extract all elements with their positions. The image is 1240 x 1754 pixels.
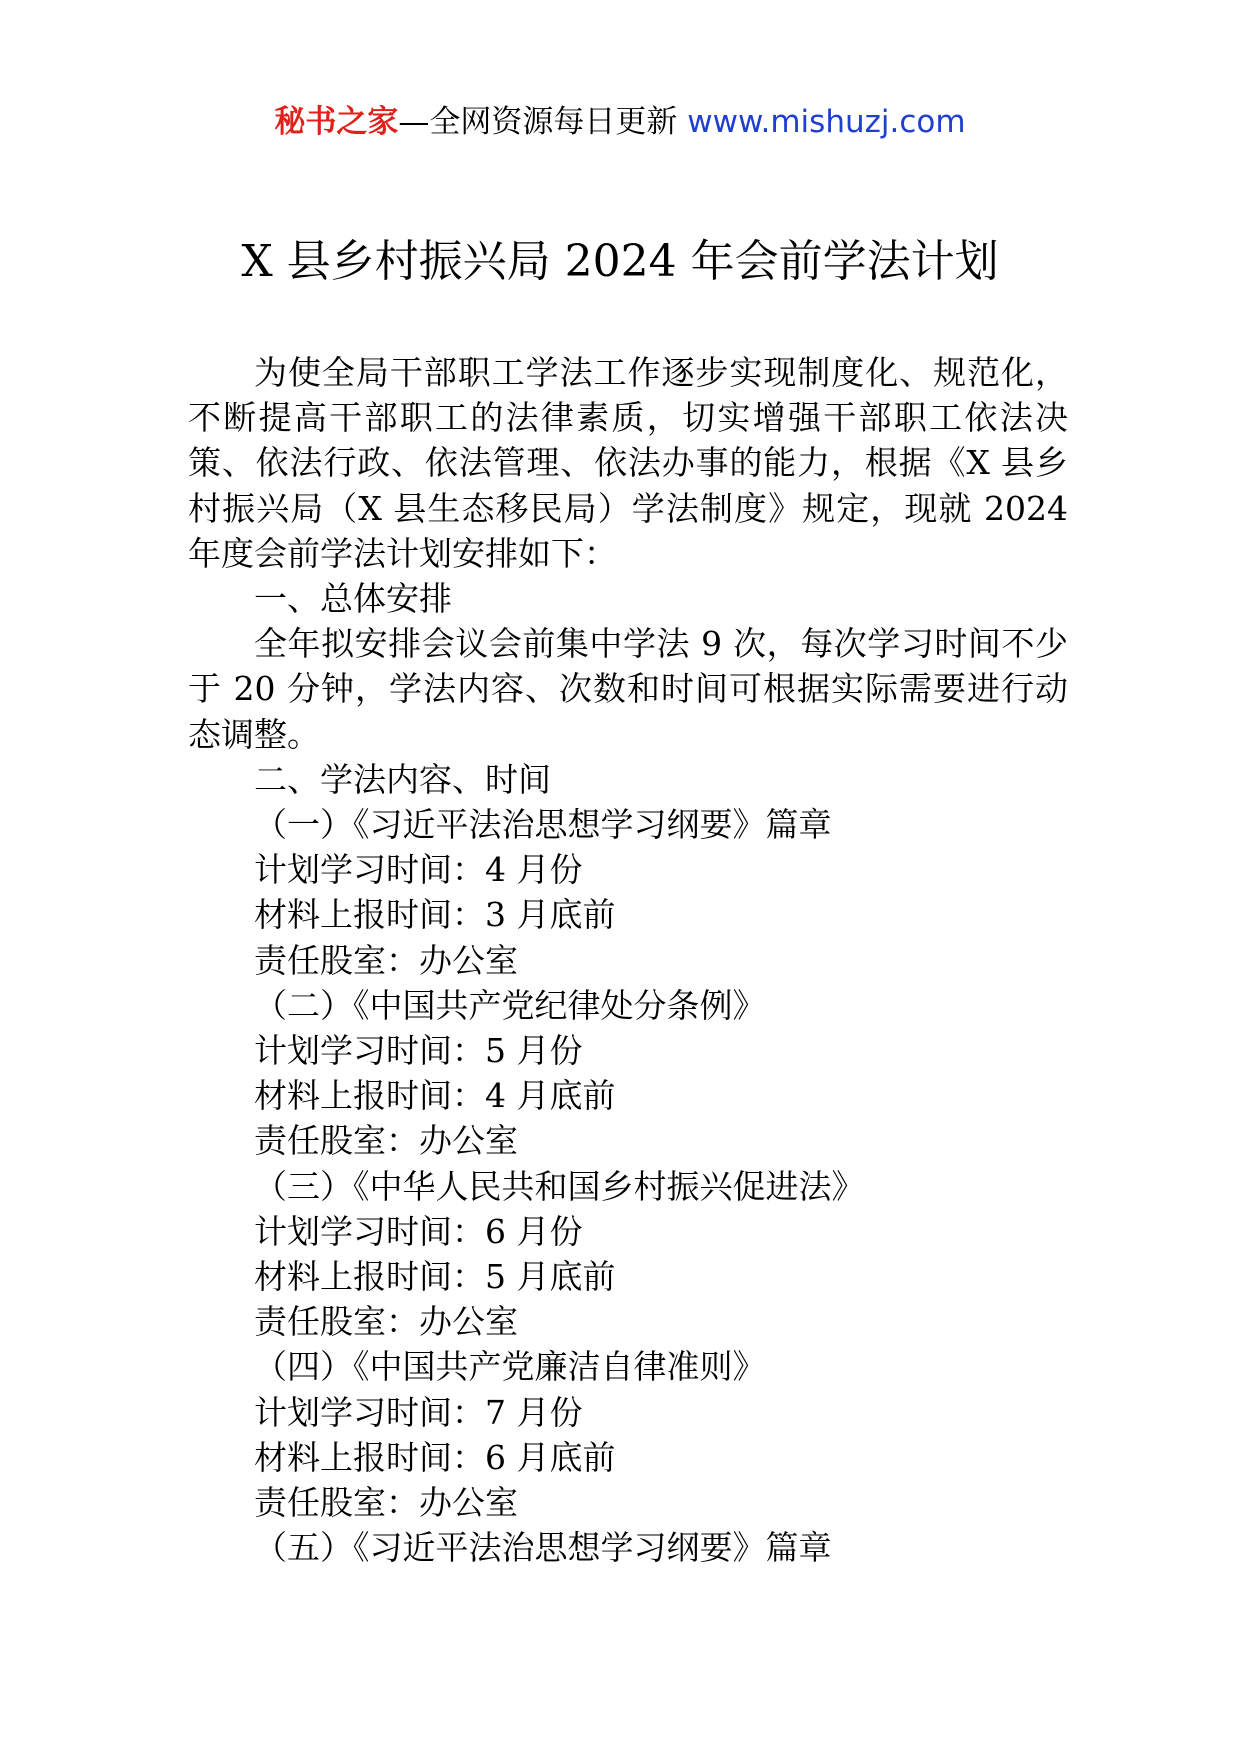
site-url-link[interactable]: www.mishuzj.com — [687, 104, 966, 140]
item-study-time: 计划学习时间：6 月份 — [254, 1211, 583, 1251]
item-office: 责任股室：办公室 — [254, 1483, 518, 1523]
header-tagline: —全网资源每日更新 — [398, 104, 688, 140]
item-heading: （五）《习近平法治思想学习纲要》篇章 — [254, 1528, 832, 1568]
item-heading: （三）《中华人民共和国乡村振兴促进法》 — [254, 1166, 865, 1206]
section-overall-text: 全年拟安排会议会前集中学法 9 次，每次学习时间不少于 20 分钟，学法内容、次数和时间可根据实际需要进行动态调整。 — [188, 624, 1068, 754]
item-report-time: 材料上报时间：6 月底前 — [254, 1437, 616, 1477]
item-report-time: 材料上报时间：3 月底前 — [254, 895, 616, 935]
item-study-time: 计划学习时间：4 月份 — [254, 850, 583, 890]
brand-name: 秘书之家 — [274, 104, 399, 140]
item-report-time: 材料上报时间：4 月底前 — [254, 1076, 616, 1116]
section-heading-overall: 一、总体安排 — [254, 579, 452, 619]
item-heading: （四）《中国共产党廉洁自律准则》 — [254, 1347, 766, 1387]
section-heading-content: 二、学法内容、时间 — [254, 759, 551, 799]
item-heading: （二）《中国共产党纪律处分条例》 — [254, 985, 766, 1025]
item-report-time: 材料上报时间：5 月底前 — [254, 1257, 616, 1297]
item-study-time: 计划学习时间：5 月份 — [254, 1031, 583, 1071]
site-header — [0, 100, 1240, 144]
item-heading: （一）《习近平法治思想学习纲要》篇章 — [254, 805, 832, 845]
document-body — [188, 350, 1068, 1570]
item-study-time: 计划学习时间：7 月份 — [254, 1392, 583, 1432]
document-title: X 县乡村振兴局 2024 年会前学法计划 — [241, 236, 999, 287]
item-office: 责任股室：办公室 — [254, 1302, 518, 1342]
item-office: 责任股室：办公室 — [254, 940, 518, 980]
item-office: 责任股室：办公室 — [254, 1121, 518, 1161]
intro-paragraph: 为使全局干部职工学法工作逐步实现制度化、规范化，不断提高干部职工的法律素质，切实增强干部职工依法决策、依法行政、依法管理、依法办事的能力，根据《X 县乡村振兴局（X 县生态移民局）学法制度》规定，现就 2024 年度会前学法计划安排如下： — [188, 353, 1068, 573]
